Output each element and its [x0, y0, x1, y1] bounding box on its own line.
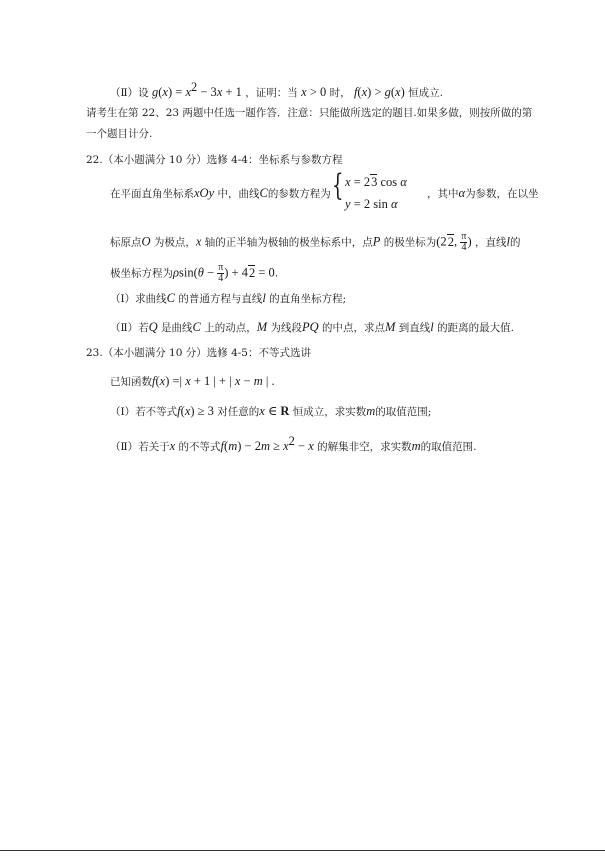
q22-para1-tail: ，其中α为参数，在以坐 — [427, 186, 539, 200]
notice-line2: 一个题目计分. — [86, 128, 153, 140]
notice-line1: 请考生在第 22、23 两题中任选一题作答．注意：只能做所选定的题目.如果多做，则按所做的第 — [86, 107, 533, 119]
frac-pi-4: $\frac{\pi}{4}$ — [461, 231, 467, 253]
q23-sub2: （Ⅱ）若关于x 的不等式$f(m) - 2m \ge x^2 - x$ 的解集非空，求实数m的取值范围. — [110, 434, 477, 453]
q21-part2-line: （Ⅱ）设 $g(x) = x^2 - 3x + 1$ ，证明：当 x > 0 时， f(x) > g(x) 恒成立. — [110, 80, 443, 99]
bottom-rule — [0, 850, 605, 851]
param-eq-y: y = 2 sin α — [345, 197, 398, 211]
q23-sub1: （Ⅰ）若不等式f(x) ≥ 3 对任意的x ∈ R 恒成立，求实数m的取值范围; — [110, 404, 432, 418]
q22-para2: 标原点O 为极点，x 轴的正半轴为极轴的极坐标系中，点P 的极坐标为(22, $\frac{\pi}{4}$ ) ，直线l的 — [110, 231, 521, 253]
q22-para3: 极坐标方程为ρsin(θ − $\frac{\pi}{4}$ ) + 42 = 0. — [110, 262, 279, 284]
q23-given: 已知函数f(x) =| x + 1 | + | x − m | . — [110, 374, 275, 388]
q22-para1: 在平面直角坐标系xOy 中，曲线C的参数方程为 — [110, 186, 331, 200]
q22-title: 22.（本小题满分 10 分）选修 4-4：坐标系与参数方程 — [86, 154, 343, 166]
q22-sub2: （Ⅱ）若Q 是曲线C 上的动点，M 为线段PQ 的中点，求点M 到直线l 的距离的最大值. — [110, 320, 514, 334]
system-brace: { — [332, 168, 344, 203]
q22-sub1: （Ⅰ）求曲线C 的普通方程与直线l 的直角坐标方程; — [110, 291, 347, 305]
q23-title: 23.（本小题满分 10 分）选修 4-5：不等式选讲 — [86, 347, 311, 359]
param-eq-x: x = 23 cos α — [345, 175, 407, 189]
q21-label: （Ⅱ）设 — [110, 87, 149, 99]
